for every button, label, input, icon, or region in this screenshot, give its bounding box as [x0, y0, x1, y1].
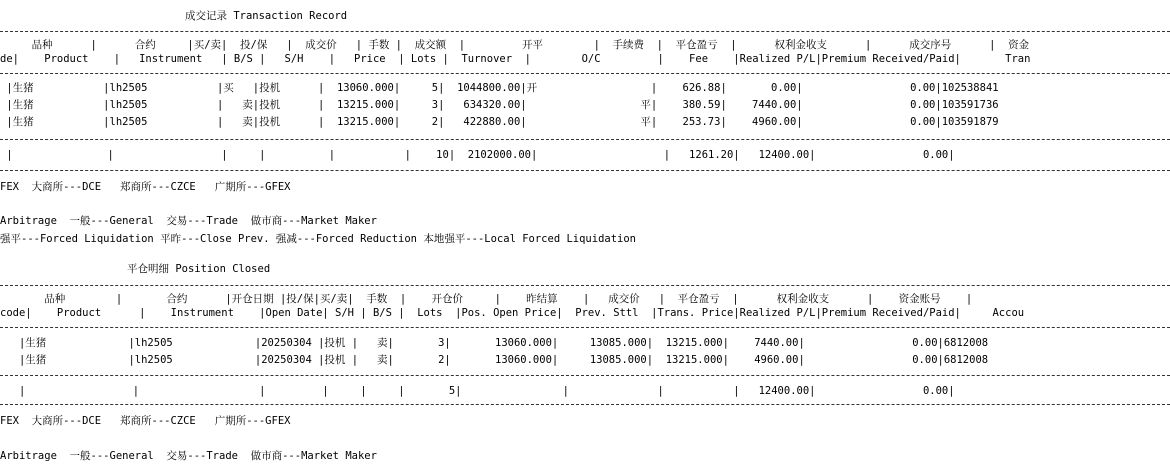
- section-title: 平仓明细 Position Closed: [127, 263, 271, 275]
- exchange-legend: FEX 大商所---DCE 郑商所---CZCE 广期所---GFEX: [0, 181, 291, 193]
- table-row: |生猪 |lh2505 | 卖|投机 | 13215.000| 2| 422880.00| 平| 253.73| 4960.00| 0.00|103591879: [0, 116, 999, 128]
- divider: [0, 73, 1170, 74]
- table-row: |生猪 |lh2505 | 卖|投机 | 13215.000| 3| 634320.00| 平| 380.59| 7440.00| 0.00|103591736: [0, 99, 999, 111]
- exchange-legend: FEX 大商所---DCE 郑商所---CZCE 广期所---GFEX: [0, 415, 291, 427]
- divider: [0, 404, 1170, 405]
- table-row: |生猪 |lh2505 |买 |投机 | 13060.000| 5| 1044800.00|开 | 626.88| 0.00| 0.00|102538841: [0, 82, 999, 94]
- hedge-legend: Arbitrage 一般---General 交易---Trade 做市商---Market Maker: [0, 215, 377, 227]
- hedge-legend: Arbitrage 一般---General 交易---Trade 做市商---Market Maker: [0, 450, 377, 462]
- section-title: 成交记录 Transaction Record: [185, 10, 348, 22]
- close-type-legend: 强平---Forced Liquidation 平昨---Close Prev. 强减---Forced Reduction 本地强平---Local Forced Liquidation: [0, 233, 637, 245]
- header-row-en: de| Product | Instrument | B/S | S/H | Price | Lots | Turnover | O/C | Fee |Realized P/L|Premium Received/Paid| Tran: [0, 53, 1031, 65]
- divider: [0, 375, 1170, 376]
- table-row: |生猪 |lh2505 |20250304 |投机 | 卖| 2| 13060.000| 13085.000| 13215.000| 4960.00| 0.00|6812008: [0, 354, 989, 366]
- divider: [0, 327, 1170, 328]
- divider: [0, 31, 1170, 32]
- divider: [0, 170, 1170, 171]
- totals-row: | | | | | | 5| | | | 12400.00| 0.00|: [0, 385, 955, 397]
- header-row-cn: 品种 | 合约 |买/卖| 投/保 | 成交价 | 手数 | 成交额 | 开平 | 手续费 | 平仓盈亏 | 权利金收支 | 成交序号 | 资金: [0, 39, 1030, 51]
- header-row-cn: 品种 | 合约 |开仓日期 |投/保|买/卖| 手数 | 开仓价 | 昨结算 | 成交价 | 平仓盈亏 | 权利金收支 | 资金账号 |: [0, 293, 973, 305]
- divider: [0, 285, 1170, 286]
- divider: [0, 139, 1170, 140]
- totals-row: | | | | | | 10| 2102000.00| | 1261.20| 12400.00| 0.00|: [0, 149, 955, 161]
- table-row: |生猪 |lh2505 |20250304 |投机 | 卖| 3| 13060.000| 13085.000| 13215.000| 7440.00| 0.00|6812008: [0, 337, 989, 349]
- header-row-en: code| Product | Instrument |Open Date| S/H | B/S | Lots |Pos. Open Price| Prev. Sttl |Trans. Price|Realized P/L|Premium Received/Paid| Accou: [0, 307, 1025, 319]
